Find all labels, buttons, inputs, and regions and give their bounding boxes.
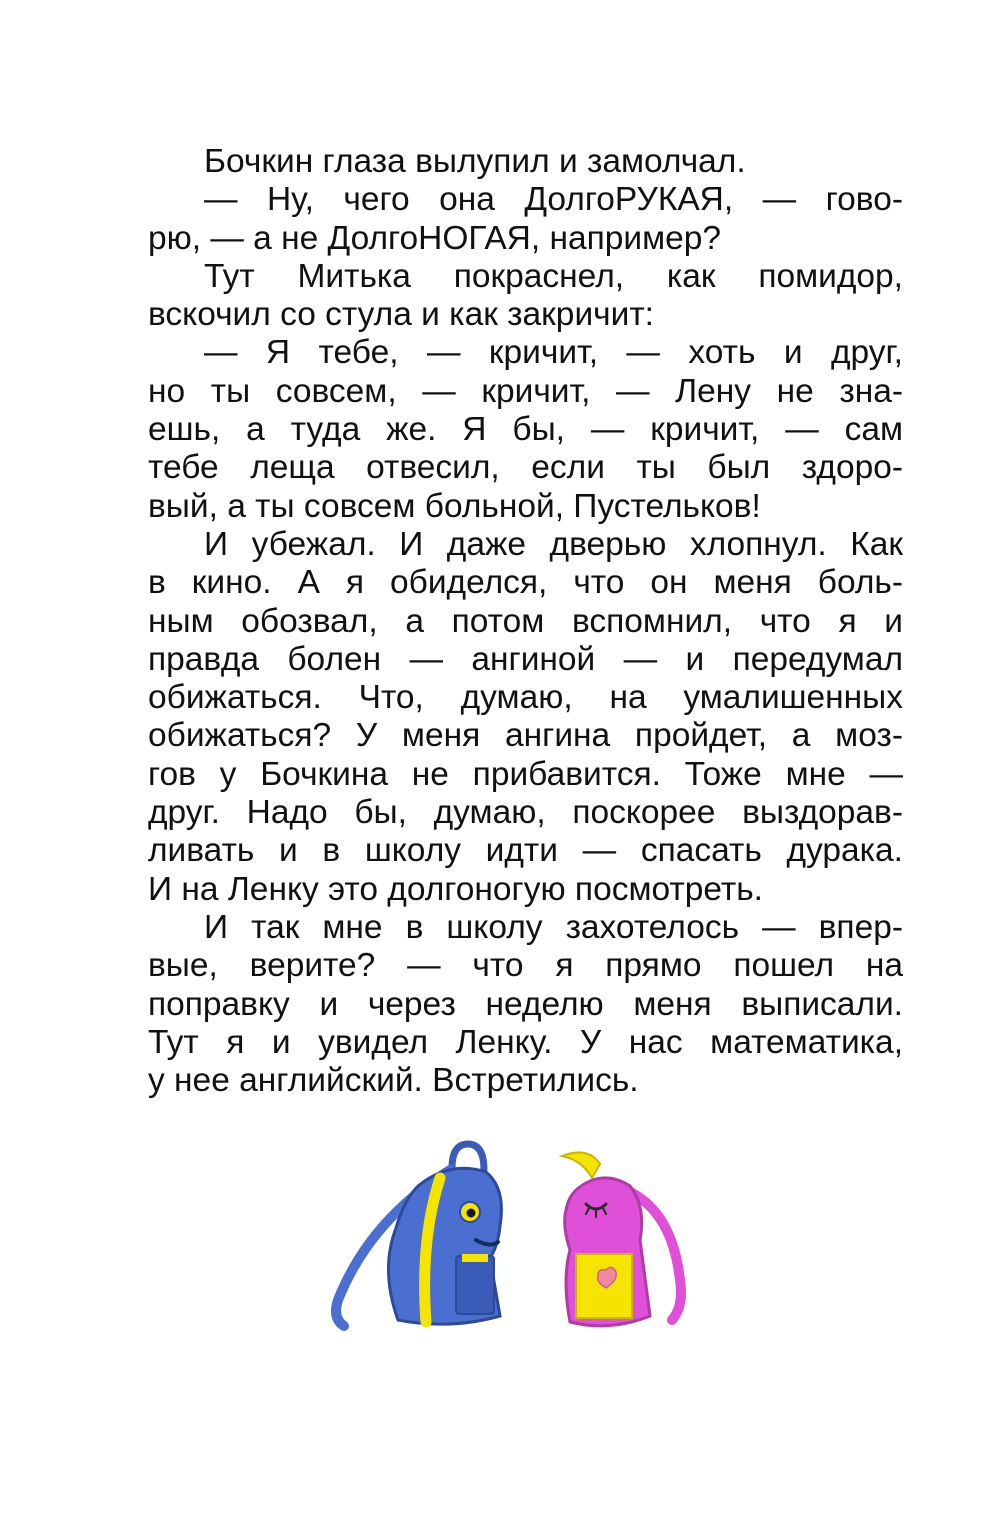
text-line: вые, верите? — что я прямо пошел на [148, 947, 903, 985]
story-text [148, 143, 903, 1100]
text-line: правда болен — ангиной — и передумал [148, 640, 903, 678]
paragraph [148, 334, 903, 525]
text-line: обижаться. Что, думаю, на умалишенных [148, 679, 903, 717]
text-line: Бочкин глаза вылупил и замолчал. [204, 143, 746, 180]
text-line: гов у Бочкина не прибавится. Тоже мне — [148, 755, 903, 793]
text-line: у нее английский. Встретились. [148, 1062, 639, 1100]
text-line: рю, — а не ДолгоНОГАЯ, например? [148, 219, 722, 257]
paragraph [148, 258, 903, 335]
text-line: — Я тебе, — кричит, — хоть и друг, [204, 334, 903, 372]
text-line: поправку и через неделю меня выписали. [148, 985, 903, 1023]
text-line: Тут я и увидел Ленку. У нас математика, [148, 1023, 903, 1061]
text-line: в кино. А я обиделся, что он меня боль- [148, 564, 903, 602]
paragraph [148, 143, 903, 181]
text-line: ным обозвал, а потом вспомнил, что я и [148, 602, 903, 640]
text-line: друг. Надо бы, думаю, поскорее выздорав- [148, 794, 903, 832]
text-line: И так мне в школу захотелось — впер- [204, 908, 903, 946]
pink-backpack-icon [562, 1152, 681, 1325]
text-line: но ты совсем, — кричит, — Лену не зна- [148, 372, 903, 410]
text-line: тебе леща отвесил, если ты был здоро- [148, 449, 903, 487]
blue-backpack-icon [336, 1144, 501, 1326]
text-line: обижаться? У меня ангина пройдет, а моз- [148, 717, 903, 755]
paragraph [148, 181, 903, 258]
text-line: Тут Митька покраснел, как помидор, [204, 257, 903, 295]
paragraph [148, 526, 903, 909]
text-line: И убежал. И даже дверью хлопнул. Как [204, 525, 903, 563]
backpacks-illustration [300, 1130, 720, 1350]
text-line: — Ну, чего она ДолгоРУКАЯ, — гово- [204, 181, 903, 219]
paragraph [148, 909, 903, 1100]
text-line: вскочил со стула и как закричит: [148, 296, 654, 334]
text-line: ливать и в школу идти — спасать дурака. [148, 832, 903, 870]
text-line: вый, а ты совсем больной, Пустельков! [148, 487, 761, 525]
text-line: ешь, а туда же. Я бы, — кричит, — сам [148, 411, 903, 449]
text-line: И на Ленку это долгоногую посмотреть. [148, 870, 763, 908]
